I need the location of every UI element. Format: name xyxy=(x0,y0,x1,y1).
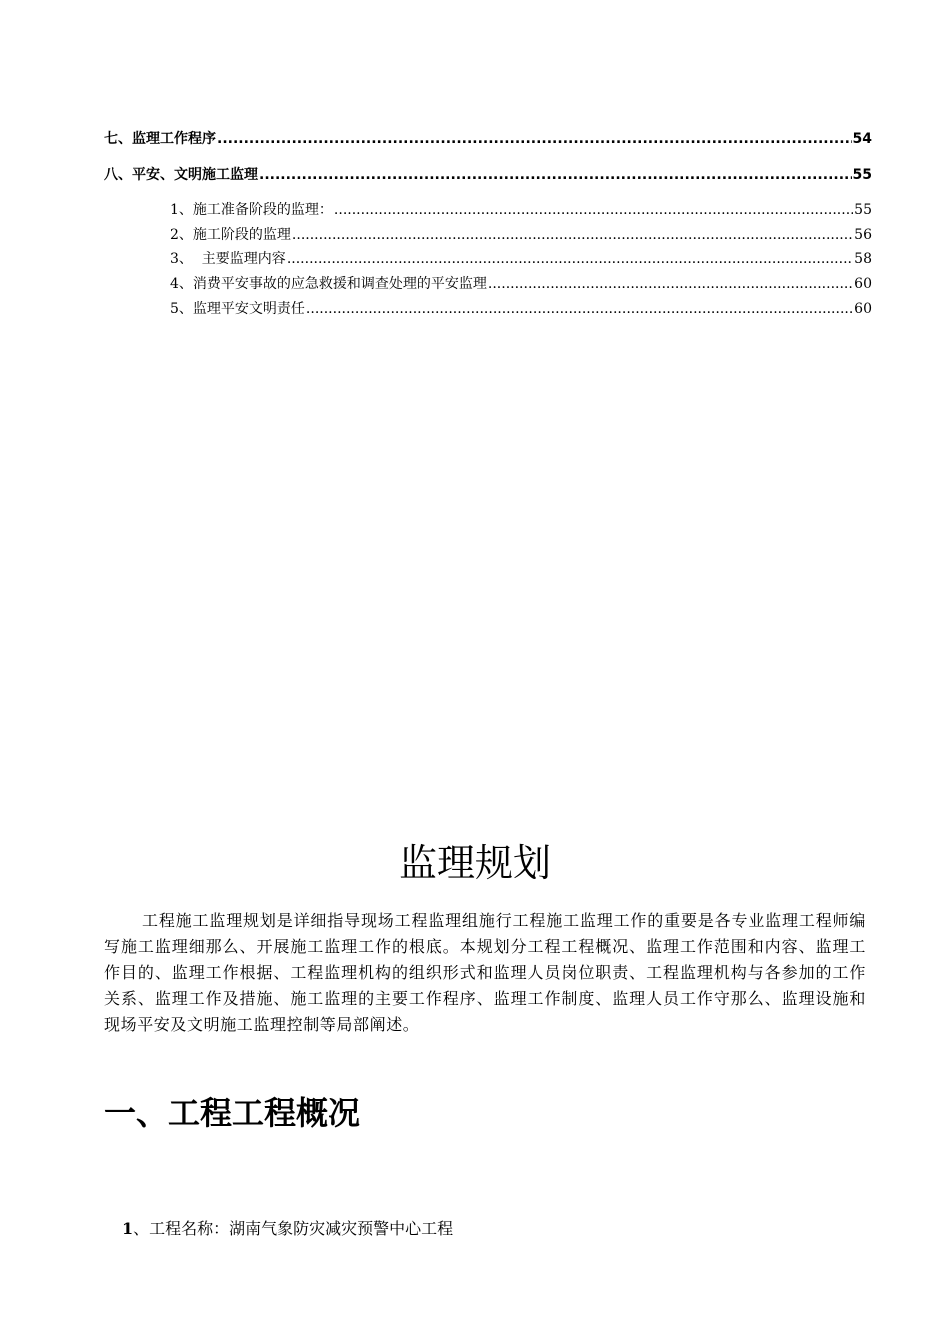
toc-entry-page: 55 xyxy=(852,167,872,183)
toc-subentry-label: 3、 主要监理内容 xyxy=(170,251,286,267)
toc-leader-dots xyxy=(292,227,853,243)
toc-subentry-label: 2、施工阶段的监理 xyxy=(170,227,291,243)
toc-leader-dots xyxy=(334,202,853,218)
toc-subentry-label: 1、施工准备阶段的监理： xyxy=(170,202,333,218)
toc-entry-page: 54 xyxy=(852,131,872,147)
toc-subentry[interactable] xyxy=(170,298,872,318)
section-heading: 一、工程工程概况 xyxy=(104,1094,361,1132)
toc-entry[interactable] xyxy=(104,164,872,184)
toc-leader-dots xyxy=(306,301,853,317)
toc-subentry-label: 5、监理平安文明责任 xyxy=(170,301,305,317)
toc-subentry[interactable] xyxy=(170,224,872,244)
item-text: 、工程名称：湖南气象防灾减灾预警中心工程 xyxy=(133,1219,454,1238)
toc-entry-label: 八、平安、文明施工监理 xyxy=(104,167,258,183)
document-title: 监理规划 xyxy=(398,841,551,885)
toc-subentry-page: 55 xyxy=(854,202,872,218)
toc-subentry[interactable] xyxy=(170,273,872,293)
toc-subentry-page: 60 xyxy=(854,276,872,292)
toc-leader-dots xyxy=(217,131,852,147)
toc-leader-dots xyxy=(287,251,853,267)
toc-subentry-label: 4、消费平安事故的应急救援和调查处理的平安监理 xyxy=(170,276,487,292)
item-number: 1 xyxy=(122,1219,134,1238)
toc-entry[interactable] xyxy=(104,128,872,148)
toc-subentry-page: 56 xyxy=(854,227,872,243)
toc-leader-dots xyxy=(488,276,853,292)
toc-subentry[interactable] xyxy=(170,248,872,268)
toc-subentry-page: 58 xyxy=(854,251,872,267)
toc-leader-dots xyxy=(259,167,852,183)
toc-subentry[interactable] xyxy=(170,199,872,219)
project-name-item xyxy=(122,1216,453,1239)
intro-paragraph: 工程施工监理规划是详细指导现场工程监理组施行工程施工监理工作的重要是各专业监理工程师编写施工监理细那么、开展施工监理工作的根底。本规划分工程工程概况、监理工作范围和内容、监理工作目的、监理工作根据、工程监理机构的组织形式和监理人员岗位职责、工程监理机构与各参加的工作关系、监理工作及措施、施工监理的主要工作程序、监理工作制度、监理人员工作守那么、监理设施和现场平安及文明施工监理控制等局部阐述。 xyxy=(104,911,866,1034)
toc-subentry-page: 60 xyxy=(854,301,872,317)
toc-entry-label: 七、监理工作程序 xyxy=(104,131,216,147)
